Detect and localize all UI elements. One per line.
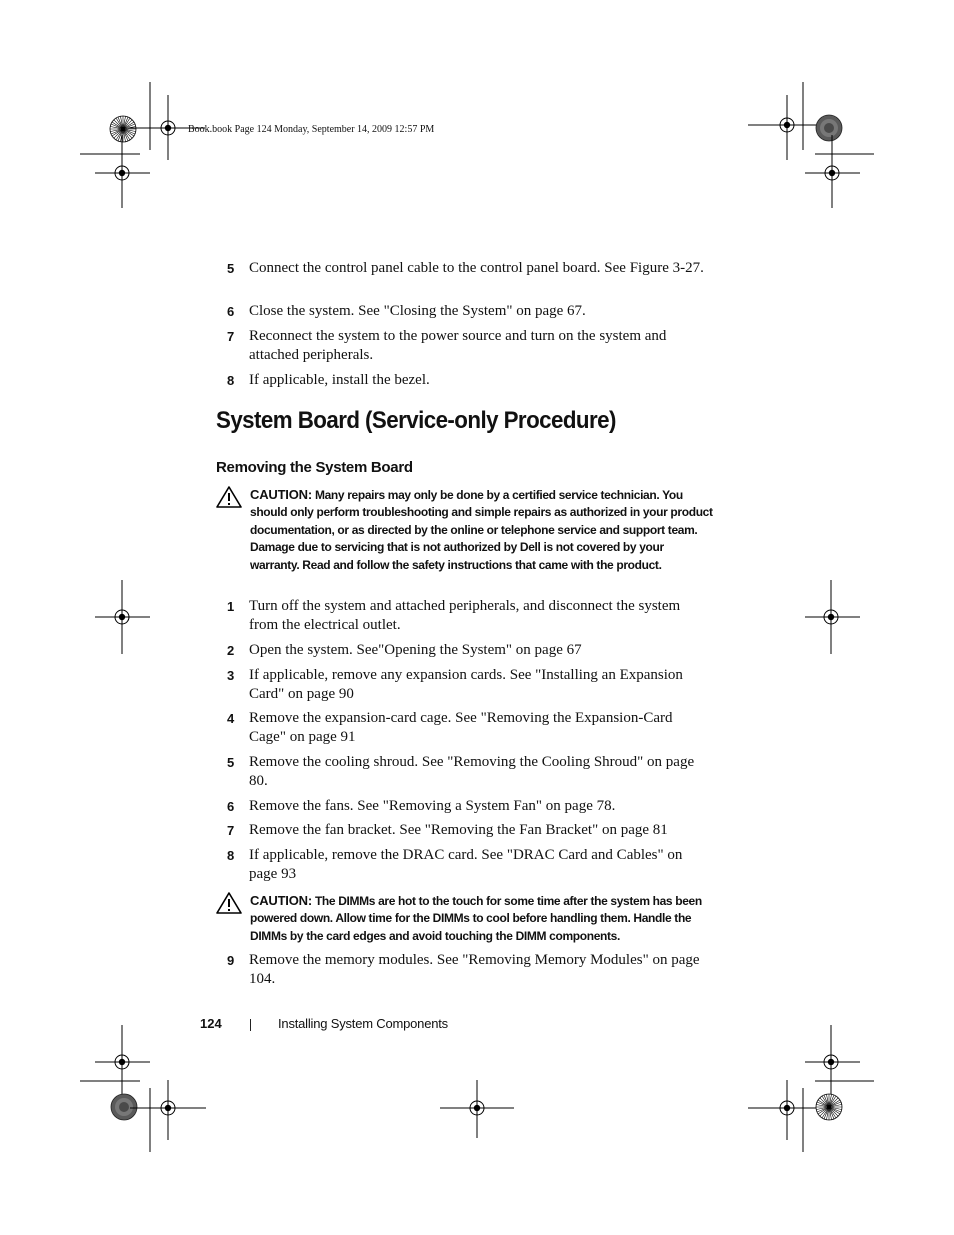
step-item [227,709,707,747]
step-number: 5 [227,261,235,276]
step-text: If applicable, remove the DRAC card. See "DRAC Card and Cables" on page 93 [249,847,683,882]
caution-label: CAUTION: [250,487,312,502]
step-number: 2 [227,643,235,658]
caution-body: Many repairs may only be done by a certified service technician. You should only perform troubleshooting and simple repairs as authorized in your product documentation, or as directed by the online or telephone service and support team. Damage due to servicing that is not authorized by Dell is not covered by your warranty. Read and follow the safety instructions that came with the product. [250,488,713,572]
step-text: Remove the memory modules. See "Removing Memory Modules" on page 104. [249,952,700,987]
step-item [227,951,707,989]
step-number: 6 [227,799,235,814]
step-number: 8 [227,848,235,863]
step-item [227,797,707,816]
step-text: Reconnect the system to the power source and turn on the system and attached peripherals. [249,328,667,363]
step-item [227,846,707,884]
caution-text [250,892,716,945]
warning-triangle-icon [216,892,242,914]
step-text: Remove the fans. See "Removing a System Fan" on page 78. [249,798,616,814]
section-title: System Board (Service-only Procedure) [216,407,616,434]
step-text: Close the system. See "Closing the System" on page 67. [249,303,586,319]
step-text: Open the system. See"Opening the System" on page 67 [249,642,582,658]
step-item [227,821,707,840]
caution-notice [216,486,716,574]
step-item [227,371,707,390]
step-number: 3 [227,668,235,683]
step-text: If applicable, remove any expansion cards. See "Installing an Expansion Card" on page 90 [249,667,683,702]
step-number: 6 [227,304,235,319]
step-item [227,597,707,635]
step-text: Remove the expansion-card cage. See "Removing the Expansion-Card Cage" on page 91 [249,710,673,745]
step-text: Remove the fan bracket. See "Removing the Fan Bracket" on page 81 [249,822,668,838]
footer-section-title: Installing System Components [278,1016,448,1031]
warning-triangle-icon [216,486,242,508]
step-number: 1 [227,599,235,614]
step-number: 7 [227,823,235,838]
step-number: 9 [227,953,235,968]
print-slug-header: Book.book Page 124 Monday, September 14, 2009 12:57 PM [188,124,435,135]
step-number: 5 [227,755,235,770]
step-text: Remove the cooling shroud. See "Removing the Cooling Shroud" on page 80. [249,754,695,789]
caution-body: The DIMMs are hot to the touch for some time after the system has been powered down. Allow time for the DIMMs to cool before handling them. Handle the DIMMs by the card edges and avoid touching the DIMM components. [250,894,702,943]
step-item [227,302,707,321]
step-item [227,327,707,365]
caution-text [250,486,716,574]
caution-notice [216,892,716,945]
step-text: Connect the control panel cable to the control panel board. See Figure 3-27. [249,260,704,276]
step-number: 4 [227,711,235,726]
step-item [227,753,707,791]
footer-divider [250,1019,251,1031]
caution-label: CAUTION: [250,893,312,908]
step-text: If applicable, install the bezel. [249,372,430,388]
step-item [227,641,707,660]
step-number: 7 [227,329,235,344]
subsection-title: Removing the System Board [216,459,413,476]
page-number: 124 [200,1016,222,1031]
step-text: Turn off the system and attached peripherals, and disconnect the system from the electrical outlet. [249,598,681,633]
step-item [227,259,707,278]
step-item [227,666,707,704]
step-number: 8 [227,373,235,388]
